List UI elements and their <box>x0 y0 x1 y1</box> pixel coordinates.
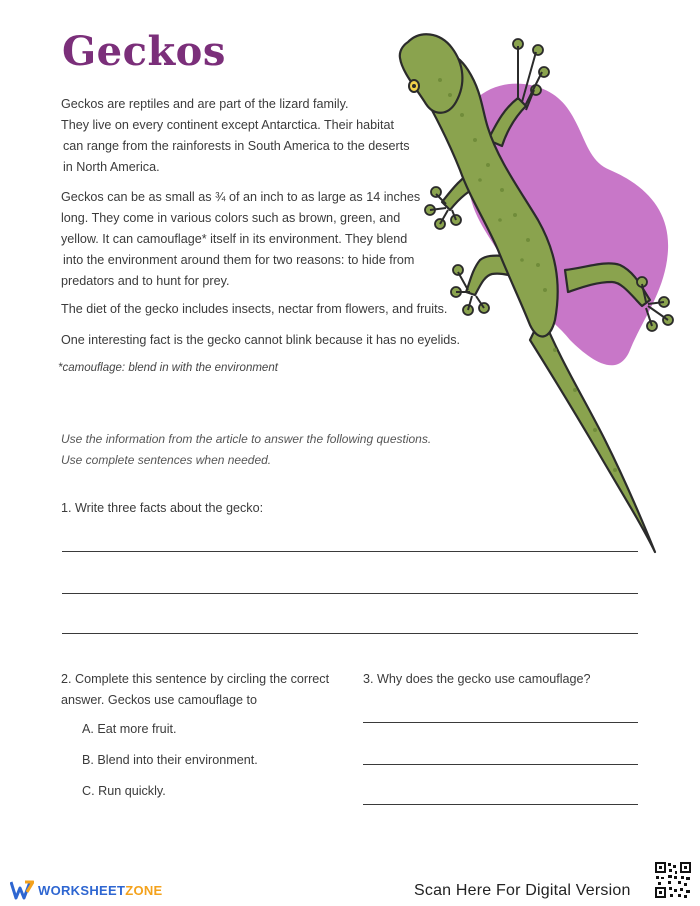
gecko-illustration <box>380 20 700 560</box>
article-paragraph-3: The diet of the gecko includes insects, nectar from flowers, and fruits. <box>61 302 448 316</box>
instructions <box>61 429 431 471</box>
worksheetzone-logo[interactable] <box>10 880 163 900</box>
question-3: 3. Why does the gecko use camouflage? <box>363 672 591 686</box>
instruction-line: Use complete sentences when needed. <box>61 453 272 467</box>
article-paragraph-2 <box>61 187 420 292</box>
answer-line-q3-3[interactable] <box>363 804 638 805</box>
logo-text: WORKSHEETZONE <box>38 882 163 898</box>
gecko-head <box>400 34 463 112</box>
text-line: in North America. <box>63 160 160 174</box>
scan-text: Scan Here For Digital Version <box>414 882 631 899</box>
answer-line-2[interactable] <box>62 593 638 594</box>
question-2-line: answer. Geckos use camouflage to <box>61 693 258 707</box>
footnote: *camouflage: blend in with the environment <box>58 362 278 374</box>
answer-line-q3-2[interactable] <box>363 764 638 765</box>
text-line: Geckos are reptiles and are part of the lizard family. <box>61 97 349 111</box>
instruction-line: Use the information from the article to answer the following questions. <box>61 432 432 446</box>
text-line: long. They come in various colors such as brown, green, and <box>61 211 401 225</box>
text-line: Geckos can be as small as ¾ of an inch to as large as 14 inches <box>61 190 421 204</box>
answer-line-q3-1[interactable] <box>363 722 638 723</box>
question-1: 1. Write three facts about the gecko: <box>61 501 264 515</box>
text-line: yellow. It can camouflage* itself in its environment. They blend <box>61 232 408 246</box>
text-line: predators and to hunt for prey. <box>61 274 230 288</box>
qr-code-icon[interactable] <box>654 861 692 899</box>
page-title: Geckos <box>62 28 226 75</box>
option-c[interactable]: C. Run quickly. <box>82 784 166 798</box>
question-2 <box>61 669 329 711</box>
worksheetzone-logo-icon <box>10 880 34 900</box>
option-b[interactable]: B. Blend into their environment. <box>82 753 258 767</box>
article-paragraph-4: One interesting fact is the gecko cannot blink because it has no eyelids. <box>61 333 461 347</box>
text-line: into the environment around them for two reasons: to hide from <box>63 253 415 267</box>
text-line: can range from the rainforests in South America to the deserts <box>63 139 410 153</box>
article-paragraph-1 <box>61 94 410 178</box>
text-line: They live on every continent except Antarctica. Their habitat <box>61 118 394 132</box>
answer-line-3[interactable] <box>62 633 638 634</box>
option-a[interactable]: A. Eat more fruit. <box>82 722 177 736</box>
question-2-line: 2. Complete this sentence by circling the correct <box>61 672 330 686</box>
